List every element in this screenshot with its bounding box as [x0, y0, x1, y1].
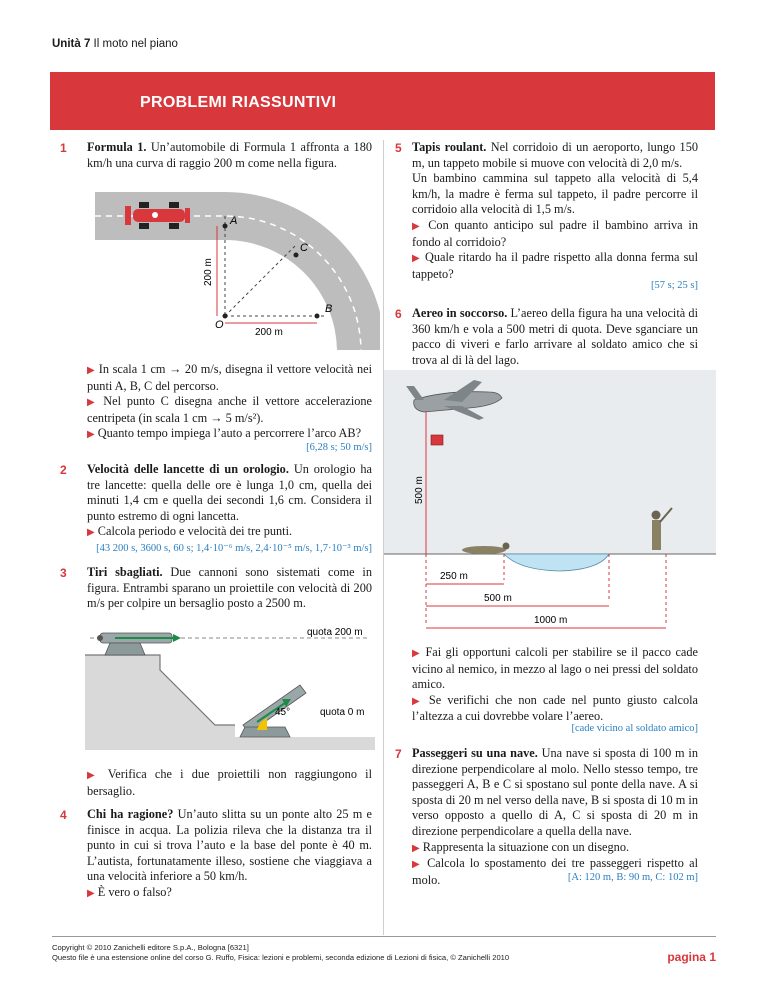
cannon-top-icon [97, 633, 181, 655]
problem-2-title: Velocità delle lancette di un orologio. [87, 462, 289, 476]
airplane-figure [384, 370, 716, 632]
question-5-2: ▶ Quale ritardo ha il padre rispetto alla donna ferma sul tappeto? [412, 250, 698, 281]
problem-6-text [412, 306, 698, 368]
question-3-1: ▶ Verifica che i due proiettili non raggiungono il bersaglio. [87, 767, 372, 798]
problem-5-text [412, 140, 698, 282]
package-icon [431, 435, 443, 445]
label-500m: 500 m [484, 593, 512, 604]
problem-4-text [87, 807, 372, 902]
question-2-1: ▶ Calcola periodo e velocità dei tre punti. [87, 524, 293, 539]
arrow-icon: ▶ [412, 842, 420, 854]
answer-7: [A: 120 m, B: 90 m, C: 102 m] [567, 872, 698, 883]
problem-6-body: L’aereo della figura ha una velocità di 360 km/h e vola a 500 metri di quota. Deve sganciare un pacco di viveri e farlo arrivare al soldato amico che si trova al di là del lago. [412, 306, 698, 367]
problem-number-2: 2 [60, 463, 67, 477]
label-quota-0: quota 0 m [320, 707, 365, 718]
label-500m-height: 500 m [414, 476, 425, 504]
answer-5: [57 s; 25 s] [651, 280, 698, 291]
point-o [223, 314, 228, 319]
footer-divider [52, 936, 716, 937]
question-5-1: ▶ Con quanto anticipo sul padre il bambino arriva in fondo al corridoio? [412, 217, 698, 249]
footer-copyright [52, 943, 509, 963]
label-b: B [325, 303, 333, 315]
question-1-3: ▶ Quanto tempo impiega l’auto a percorrere l’arco AB? [87, 426, 362, 441]
radius-diagonal [225, 245, 296, 316]
arrow-icon: ▶ [87, 770, 100, 781]
arrow-icon: ▶ [87, 397, 98, 409]
problem-number-1: 1 [60, 141, 67, 155]
label-a: A [230, 215, 238, 227]
problem-4-body: Un’auto slitta su un ponte alto 25 m e finisce in acqua. La polizia rileva che la distanza tra il punto in cui si trova l’auto e la base del ponte è 40 m. L’autista, fortunatamente illeso, sostiene che viaggiava a una velocità inferiore a 50 km/h. [87, 807, 373, 884]
arrow-icon: ▶ [87, 429, 95, 441]
question-6-2: ▶ Se verifichi che non cade nel punto giusto calcola l’altezza a cui dovrebbe volare l’aereo. [412, 692, 698, 724]
point-c [294, 253, 299, 258]
label-45-deg: 45° [275, 707, 291, 718]
label-o: O [215, 319, 224, 331]
arrow-icon: ▶ [412, 859, 422, 871]
unit-label: Unità 7 [52, 38, 91, 50]
problem-7-body: Una nave si sposta di 100 m in direzione perpendicolare al molo. Nello stesso tempo, tre passeggeri A, B e C si spostano sul ponte della nave. A si sposta di 20 m nel verso della nave, B si sposta di 10 m in verso opposto a quello di A, C si sposta di 20 m in direzione perpendicolare a quella della nave. [412, 746, 698, 838]
point-b [315, 314, 320, 319]
question-7-1: ▶ Rappresenta la situazione con un disegno. [412, 839, 630, 854]
question-7-2: ▶ Calcola lo spostamento dei tre passeggeri rispetto al molo. [412, 856, 698, 887]
problem-number-6: 6 [395, 307, 402, 321]
banner-title: PROBLEMI RIASSUNTIVI [140, 94, 337, 111]
arrow-icon: ▶ [87, 365, 96, 376]
answer-6: [cade vicino al soldato amico] [571, 723, 698, 734]
question-1-2: ▶ Nel punto C disegna anche il vettore accelerazione centripeta (in scala 1 cm → 5 m/s²). [87, 394, 372, 425]
problem-number-3: 3 [60, 566, 67, 580]
label-250m: 250 m [440, 571, 468, 582]
problem-6-questions [412, 645, 698, 725]
problem-2-body: Un orologio ha tre lancette: quella delle ore è lunga 1,0 cm, quella dei minuti 1,4 cm e quella dei secondi 1,6 cm. Considera il punto estremo di ogni lancetta. [87, 462, 373, 523]
problem-7-title: Passeggeri su una nave. [412, 746, 538, 760]
problem-2-text [87, 462, 372, 541]
unit-subtitle: Il moto nel piano [93, 38, 178, 50]
label-200m-vertical: 200 m [203, 258, 214, 286]
problem-5-body-2: Un bambino cammina sul tappeto alla velocità di 5,4 km/h, la madre è ferma sul tappeto, il padre percorre il corridoio alla velocità di 1,5 m/s. [412, 171, 698, 217]
problem-3-title: Tiri sbagliati. [87, 565, 163, 579]
question-4-1: ▶ È vero o falso? [87, 884, 172, 899]
arrow-icon: ▶ [412, 220, 423, 232]
arrow-icon: ▶ [87, 887, 95, 899]
problem-3-body: Due cannoni sono sistemati come in figura. Entrambi sparano un proiettile con velocità di 200 m/s per colpire un bersaglio posto a 2500 m. [87, 565, 372, 611]
problem-number-7: 7 [395, 747, 402, 761]
problem-3-text [87, 565, 372, 612]
problem-7-text [412, 746, 698, 888]
arrow-icon: ▶ [412, 648, 422, 659]
lake [504, 554, 609, 571]
label-1000m: 1000 m [534, 615, 568, 626]
problem-number-4: 4 [60, 808, 67, 822]
label-200m-horizontal: 200 m [255, 327, 283, 338]
cannon-bottom-icon [240, 685, 306, 737]
question-1-1: ▶ In scala 1 cm → 20 m/s, disegna il vettore velocità nei punti A, B, C del percorso. [87, 362, 372, 393]
arrow-icon: ▶ [412, 695, 423, 707]
problem-5-title: Tapis roulant. [412, 140, 487, 154]
page-number: pagina 1 [667, 950, 716, 964]
problem-1-body: Un’automobile di Formula 1 affronta a 180 km/h una curva di raggio 200 m come nella figura. [87, 140, 373, 170]
cannons-figure [85, 625, 375, 750]
page-header [52, 38, 178, 50]
problem-1-text [87, 140, 372, 171]
terrain [85, 655, 375, 750]
problem-number-5: 5 [395, 141, 402, 155]
question-6-1: ▶ Fai gli opportuni calcoli per stabilire se il pacco cade vicino al nemico, in mezzo al lago o nei pressi del soldato amico. [412, 645, 698, 692]
formula1-figure [95, 178, 380, 350]
arrow-icon: ▶ [87, 527, 95, 539]
label-quota-200: quota 200 m [307, 627, 363, 638]
point-a [223, 224, 228, 229]
answer-2: [43 200 s, 3600 s, 60 s; 1,4·10⁻⁶ m/s, 2,4·10⁻⁵ m/s, 1,7·10⁻³ m/s] [96, 543, 372, 554]
answer-1: [6,28 s; 50 m/s] [306, 442, 372, 453]
footer-line-1: Copyright © 2010 Zanichelli editore S.p.A., Bologna [6321] [52, 943, 249, 952]
problem-4-title: Chi ha ragione? [87, 807, 174, 821]
label-c: C [300, 242, 308, 254]
problem-5-body: Nel corridoio di un aeroporto, lungo 150 m, un tappeto mobile si muove con velocità di 2,0 m/s. [412, 140, 698, 170]
footer-line-2: Questo file è una estensione online del corso G. Ruffo, Fisica: lezioni e problemi, seconda edizione di Lezioni di fisica, © Zanichelli 2010 [52, 953, 510, 962]
arrow-icon: ▶ [412, 253, 421, 265]
problem-1-title: Formula 1. [87, 140, 147, 154]
problem-1-questions [87, 362, 372, 443]
problem-6-title: Aereo in soccorso. [412, 306, 508, 320]
